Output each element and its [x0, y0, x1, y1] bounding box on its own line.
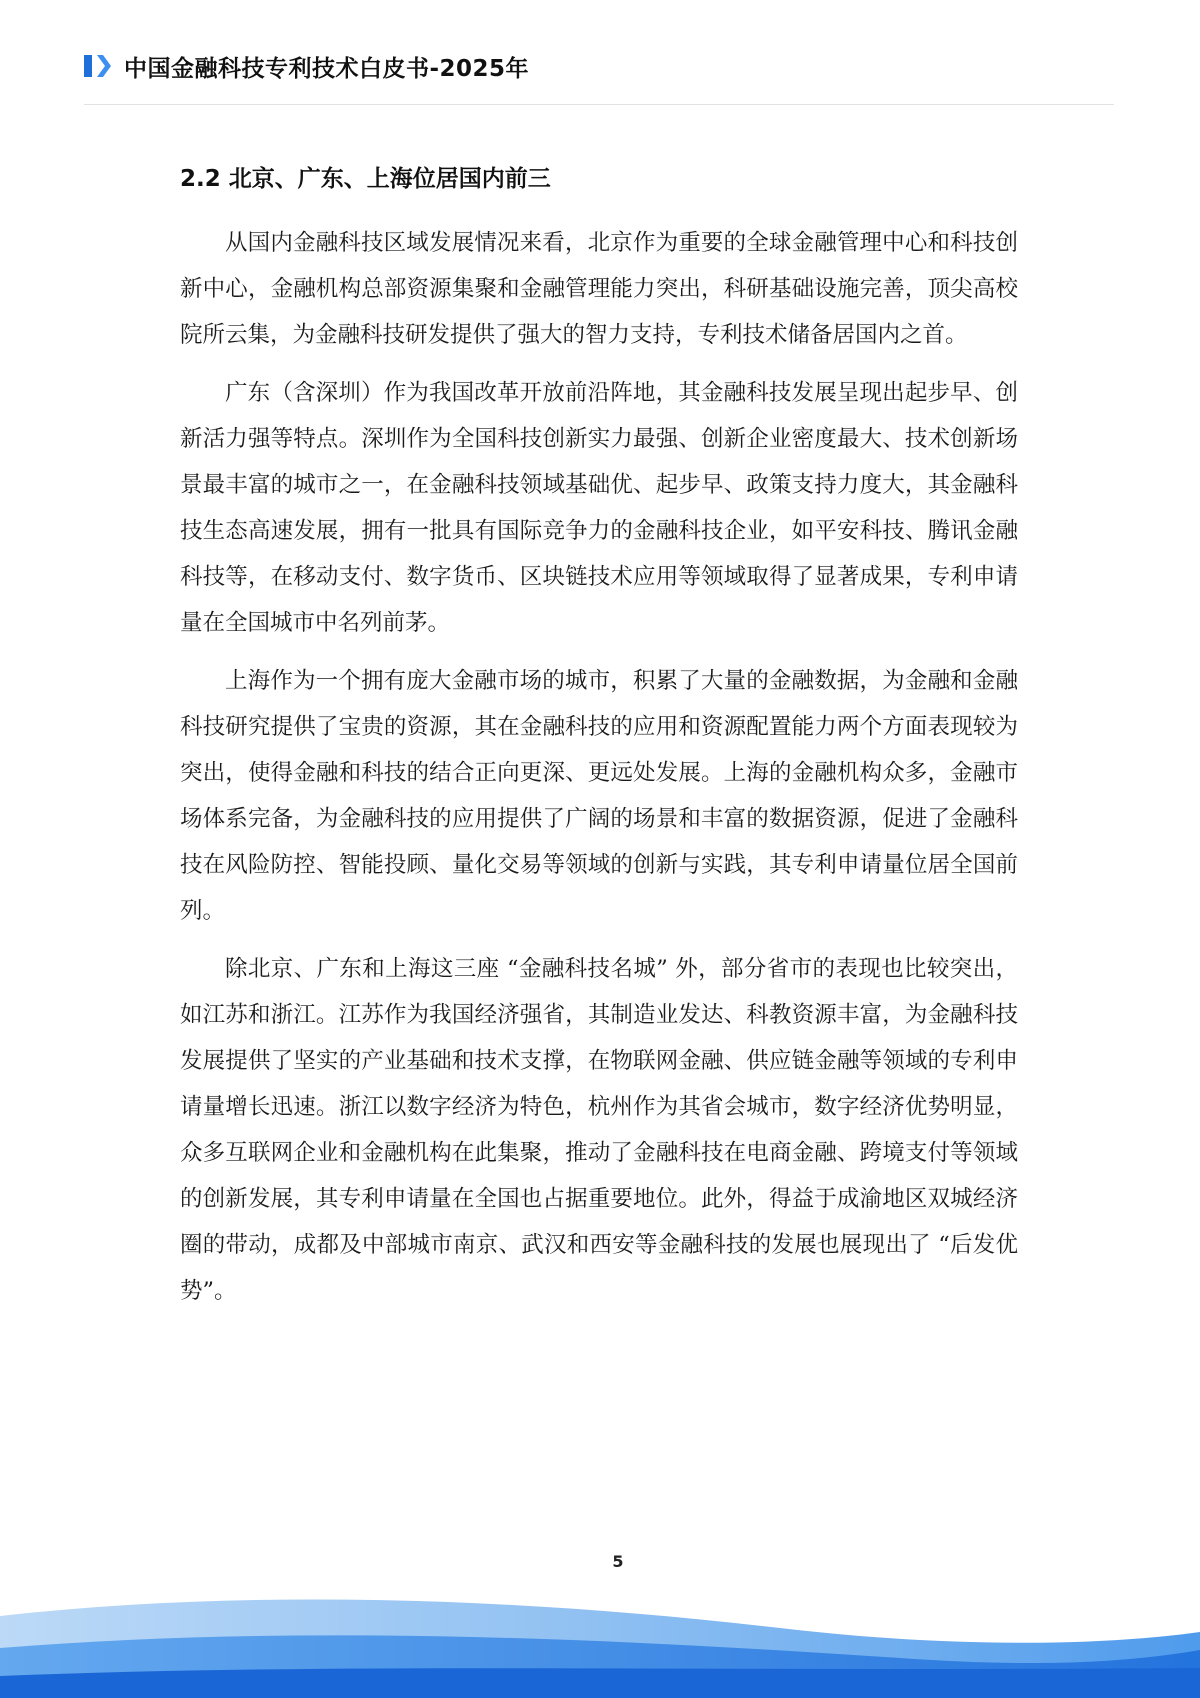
header-divider — [84, 104, 1114, 105]
document-header — [84, 46, 529, 86]
section-body — [180, 220, 1018, 1326]
section-heading: 2.2 北京、广东、上海位居国内前三 — [180, 166, 551, 192]
paragraph-other-provinces: 除北京、广东和上海这三座 “金融科技名城” 外，部分省市的表现也比较突出，如江苏和浙江。江苏作为我国经济强省，其制造业发达、科教资源丰富，为金融科技发展提供了坚实的产业基础和技术支撑，在物联网金融、供应链金融等领域的专利申请量增长迅速。浙江以数字经济为特色，杭州作为其省会城市，数字经济优势明显，众多互联网企业和金融机构在此集聚，推动了金融科技在电商金融、跨境支付等领域的创新发展，其专利申请量在全国也占据重要地位。此外，得益于成渝地区双城经济圈的带动，成都及中部城市南京、武汉和西安等金融科技的发展也展现出了 “后发优势”。 — [180, 956, 1018, 1304]
paragraph-shanghai: 上海作为一个拥有庞大金融市场的城市，积累了大量的金融数据，为金融和金融科技研究提供了宝贵的资源，其在金融科技的应用和资源配置能力两个方面表现较为突出，使得金融和科技的结合正向更深、更远处发展。上海的金融机构众多，金融市场体系完备，为金融科技的应用提供了广阔的场景和丰富的数据资源，促进了金融科技在风险防控、智能投顾、量化交易等领域的创新与实践，其专利申请量位居全国前列。 — [180, 668, 1018, 924]
footer-wave-decoration — [0, 1588, 1200, 1698]
paragraph-beijing: 从国内金融科技区域发展情况来看，北京作为重要的全球金融管理中心和科技创新中心，金融机构总部资源集聚和金融管理能力突出，科研基础设施完善，顶尖高校院所云集，为金融科技研发提供了强大的智力支持，专利技术储备居国内之首。 — [180, 230, 1018, 348]
paragraph-guangdong: 广东（含深圳）作为我国改革开放前沿阵地，其金融科技发展呈现出起步早、创新活力强等特点。深圳作为全国科技创新实力最强、创新企业密度最大、技术创新场景最丰富的城市之一，在金融科技领域基础优、起步早、政策支持力度大，其金融科技生态高速发展，拥有一批具有国际竞争力的金融科技企业，如平安科技、腾讯金融科技等，在移动支付、数字货币、区块链技术应用等领域取得了显著成果，专利申请量在全国城市中名列前茅。 — [180, 380, 1018, 636]
document-title: 中国金融科技专利技术白皮书-2025年 — [124, 55, 530, 82]
chevron-logo-icon — [84, 53, 112, 79]
page-number: 5 — [612, 1552, 624, 1571]
